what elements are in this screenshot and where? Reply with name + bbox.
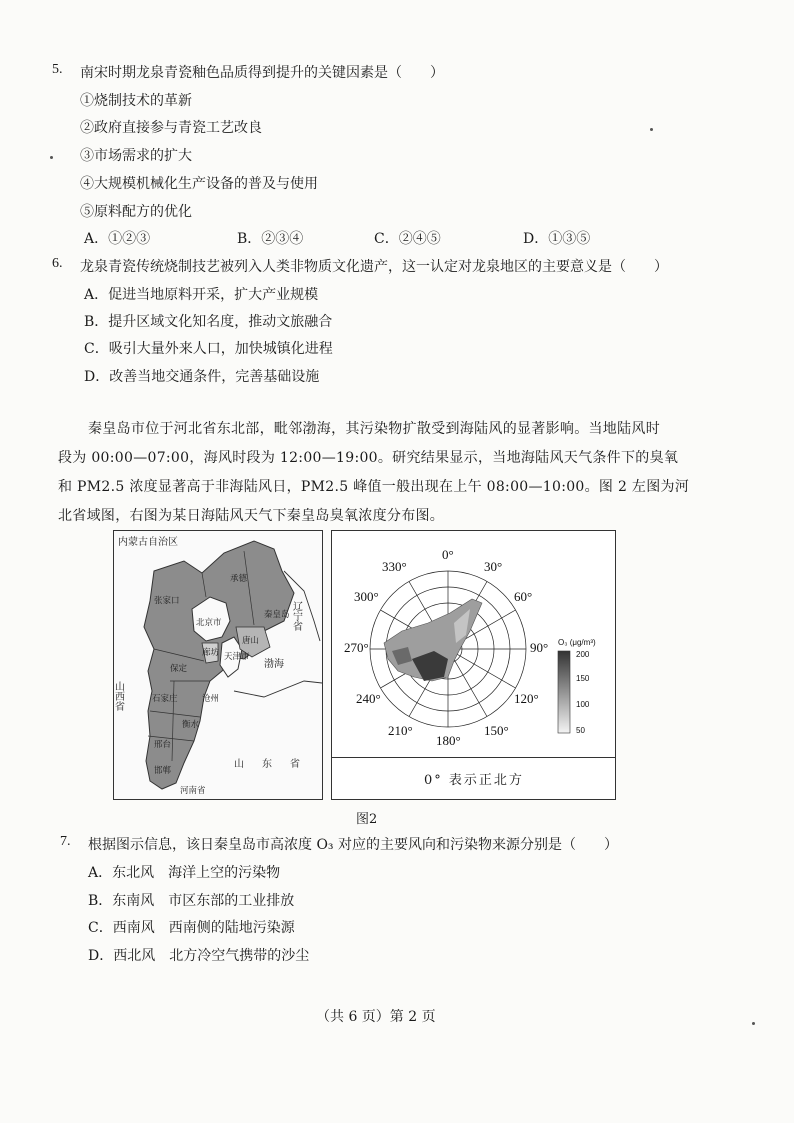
scan-speck <box>752 1022 755 1025</box>
q5-stem: 南宋时期龙泉青瓷釉色品质得到提升的关键因素是（ ） <box>80 65 444 81</box>
q5-option-b: B．②③④ <box>237 231 304 247</box>
scan-speck <box>650 128 653 131</box>
label-beijing: 北京市 <box>196 618 222 628</box>
angle-label: 240° <box>356 691 381 706</box>
q7-stem: 根据图示信息，该日秦皇岛市高浓度 O₃ 对应的主要风向和污染物来源分别是（ ） <box>88 837 618 853</box>
q7-option-c: C．西南风 西南侧的陆地污染源 <box>88 920 295 936</box>
angle-label: 90° <box>530 640 549 655</box>
q5-item: ③市场需求的扩大 <box>80 148 192 164</box>
hebei-map <box>113 530 323 800</box>
angle-label: 120° <box>514 691 539 706</box>
legend-tick: 150 <box>576 674 590 683</box>
angle-label: 0° <box>442 547 454 562</box>
figure-caption: 图2 <box>356 812 378 827</box>
label-liaoning: 辽宁省 <box>290 601 302 631</box>
q7-option-b: B．东南风 市区东部的工业排放 <box>88 893 295 909</box>
passage-line: 和 PM2.5 浓度显著高于非海陆风日，PM2.5 峰值一般出现在上午 08:00—10:00。图 2 左图为河 <box>58 479 690 495</box>
passage-line: 秦皇岛市位于河北省东北部，毗邻渤海，其污染物扩散受到海陆风的显著影响。当地陆风时 <box>88 421 660 437</box>
q5-number: 5. <box>52 62 63 77</box>
q5-item: ②政府直接参与青瓷工艺改良 <box>80 120 262 136</box>
label-hengshui: 衡水 <box>182 720 200 730</box>
angle-label: 270° <box>344 640 369 655</box>
legend-tick: 200 <box>576 650 590 659</box>
angle-label: 60° <box>514 589 533 604</box>
q5-item: ④大规模机械化生产设备的普及与使用 <box>80 176 318 192</box>
legend-title: O₃ (μg/m³) <box>558 638 596 647</box>
q5-option-a: A．①②③ <box>84 231 151 247</box>
q5-option-c: C．②④⑤ <box>374 231 441 247</box>
q7-number: 7. <box>60 834 71 849</box>
passage-line: 北省域图，右图为某日海陆风天气下秦皇岛臭氧浓度分布图。 <box>58 508 445 524</box>
angle-label: 30° <box>484 559 503 574</box>
q5-item: ⑤原料配方的优化 <box>80 204 192 220</box>
passage-line: 段为 00:00—07:00，海风时段为 12:00—19:00。研究结果显示，当地海陆风天气条件下的臭氧 <box>58 450 679 466</box>
q6-option-c: C．吸引大量外来人口，加快城镇化进程 <box>84 341 333 357</box>
q7-option-a: A．东北风 海洋上空的污染物 <box>88 865 281 881</box>
label-bohai: 渤海 <box>264 659 284 670</box>
label-chengde: 承德 <box>230 574 248 584</box>
label-shanxi: 山西省 <box>112 681 124 711</box>
label-tangshan: 唐山 <box>242 636 260 646</box>
ozone-polar-plot <box>331 530 616 800</box>
q7-option-d: D．西北风 北方冷空气携带的沙尘 <box>88 948 310 964</box>
label-shandong: 山东省 <box>234 759 318 770</box>
q6-option-a: A．促进当地原料开采，扩大产业规模 <box>84 287 319 303</box>
label-qinhuangdao: 秦皇岛 <box>264 610 290 620</box>
q6-option-d: D．改善当地交通条件，完善基础设施 <box>84 369 320 385</box>
q6-option-b: B．提升区域文化知名度，推动文旅融合 <box>84 314 333 330</box>
label-baoding: 保定 <box>170 664 188 674</box>
label-henan: 河南省 <box>180 786 206 796</box>
polar-caption: 0° 表示正北方 <box>424 773 524 788</box>
label-inner-mongolia: 内蒙古自治区 <box>118 537 178 548</box>
angle-label: 210° <box>388 723 413 738</box>
label-handan: 邯郸 <box>154 766 172 776</box>
angle-label: 180° <box>436 733 461 748</box>
angle-label: 300° <box>354 589 379 604</box>
label-cangzhou: 沧州 <box>202 694 220 704</box>
q6-stem: 龙泉青瓷传统烧制技艺被列入人类非物质文化遗产，这一认定对龙泉地区的主要意义是（ ） <box>80 259 668 275</box>
q6-number: 6. <box>52 256 63 271</box>
legend-colorbar <box>558 651 570 733</box>
label-langfang: 廊坊 <box>202 648 220 658</box>
page-footer: （共 6 页）第 2 页 <box>316 1009 436 1025</box>
legend-tick: 100 <box>576 700 590 709</box>
label-zhangjiakou: 张家口 <box>154 596 180 606</box>
angle-label: 150° <box>484 723 509 738</box>
legend-tick: 50 <box>576 726 585 735</box>
q5-option-d: D．①③⑤ <box>523 231 591 247</box>
angle-label: 330° <box>382 559 407 574</box>
q5-item: ①烧制技术的革新 <box>80 93 192 109</box>
label-tianjin: 天津市 <box>224 652 250 662</box>
label-xingtai: 邢台 <box>154 740 172 750</box>
scan-speck <box>50 156 53 159</box>
label-shijiazhuang: 石家庄 <box>152 694 178 704</box>
